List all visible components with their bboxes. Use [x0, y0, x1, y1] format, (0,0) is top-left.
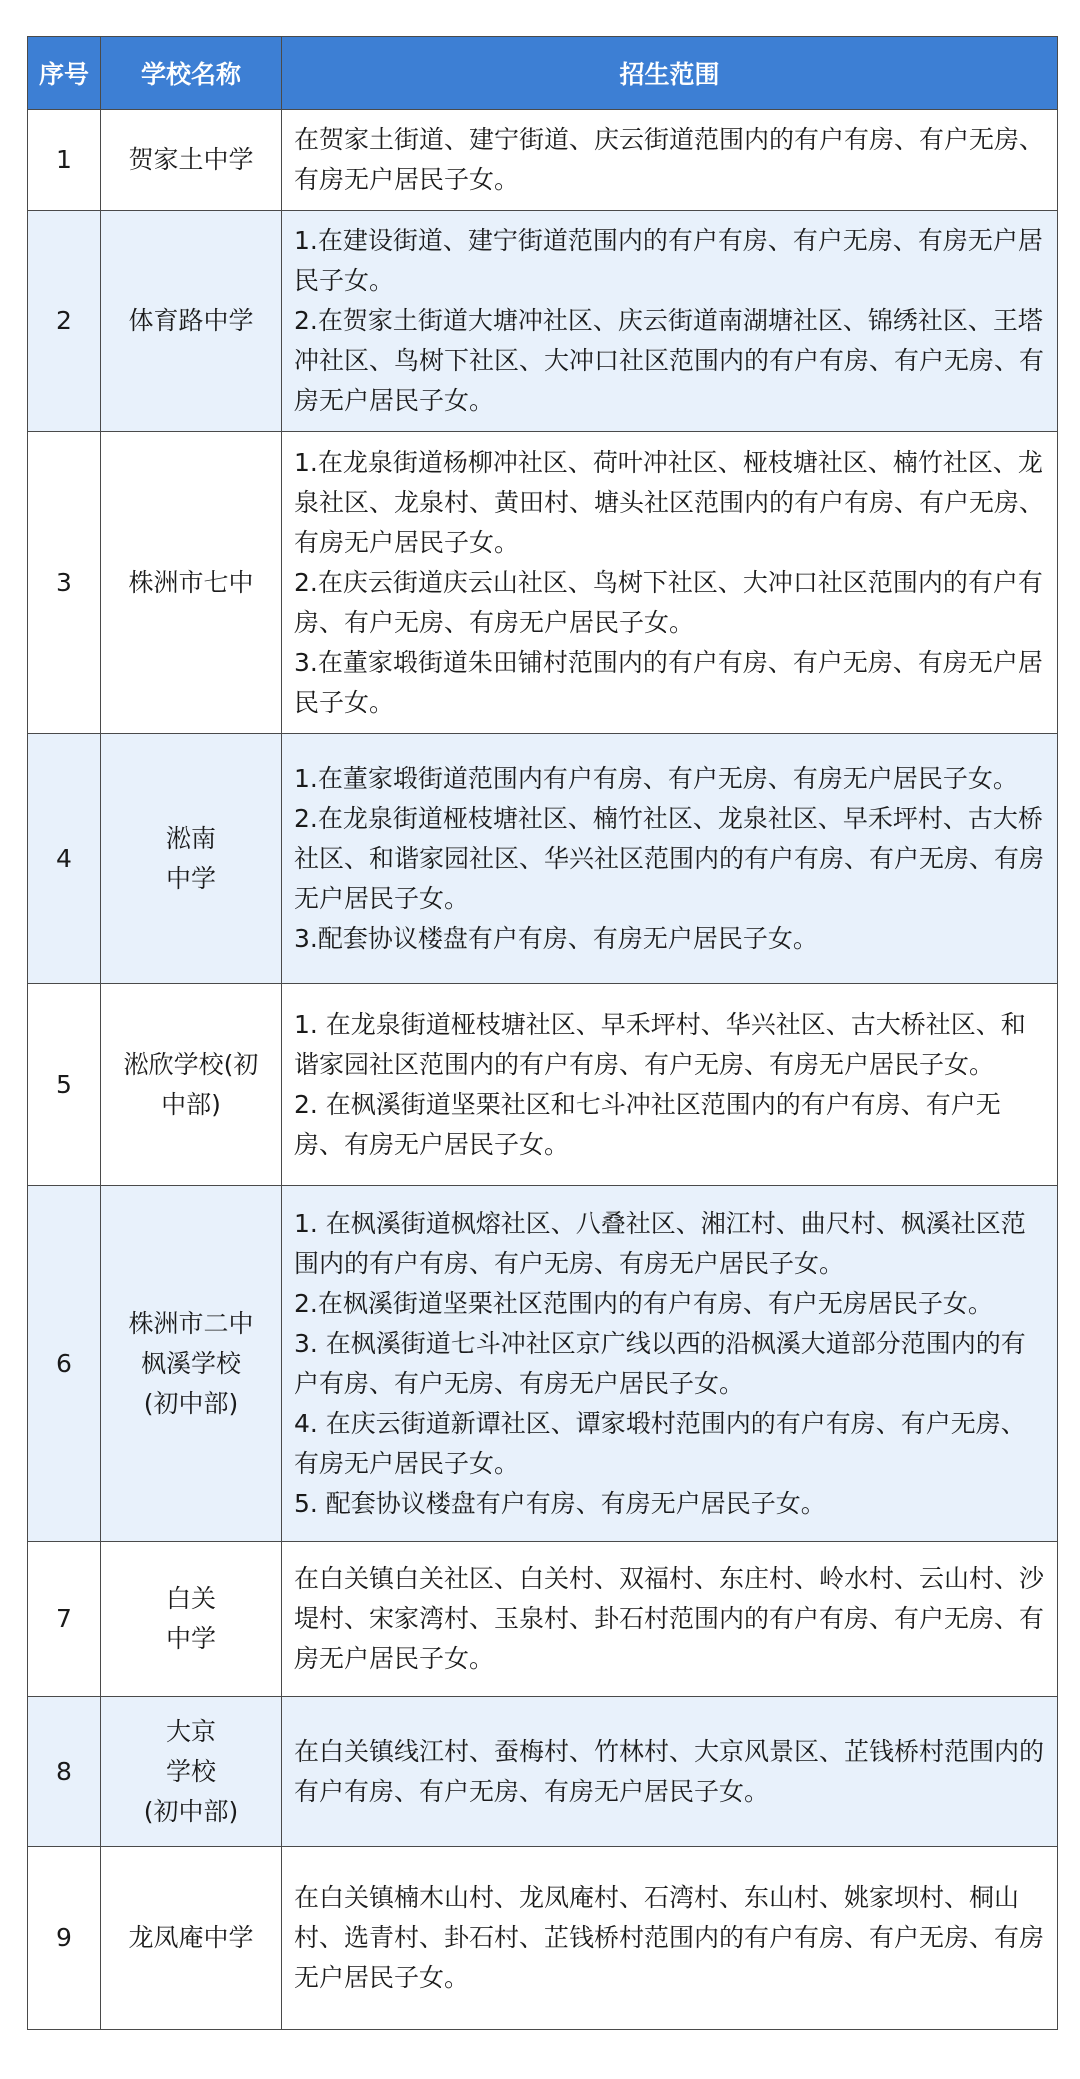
- row-number: 8: [28, 1697, 101, 1847]
- school-name-cell: [101, 734, 282, 984]
- school-name-line: 大京: [165, 1716, 216, 1746]
- row-number: 2: [28, 211, 101, 432]
- row-number: 4: [28, 734, 101, 984]
- school-name-line: (初中部): [143, 1796, 239, 1826]
- school-name-cell: [101, 1697, 282, 1847]
- school-name-line: 中部): [161, 1089, 221, 1119]
- school-name-cell: [101, 984, 282, 1186]
- scope-item: 在白关镇线江村、蚕梅村、竹林村、大京风景区、芷钱桥村范围内的有户有房、有户无房、有房无户居民子女。: [294, 1736, 1045, 1806]
- enrollment-scope-cell: [282, 1186, 1058, 1542]
- scope-item: 5. 配套协议楼盘有户有房、有房无户居民子女。: [294, 1488, 826, 1518]
- table-row: [28, 1186, 1058, 1542]
- scope-item: 1. 在枫溪街道枫熔社区、八叠社区、湘江村、曲尺村、枫溪社区范围内的有户有房、有户无房、有房无户居民子女。: [294, 1208, 1026, 1278]
- scope-item: 4. 在庆云街道新谭社区、谭家塅村范围内的有户有房、有户无房、有房无户居民子女。: [294, 1408, 1026, 1478]
- school-name-cell: [101, 211, 282, 432]
- school-name-line: 中学: [165, 1624, 216, 1653]
- school-name-line: 体育路中学: [128, 306, 254, 335]
- row-number: 5: [28, 984, 101, 1186]
- school-name-line: 淞欣学校(初: [123, 1049, 259, 1079]
- scope-item: 3. 在枫溪街道七斗冲社区京广线以西的沿枫溪大道部分范围内的有户有房、有户无房、有房无户居民子女。: [294, 1328, 1026, 1398]
- enrollment-scope-cell: [282, 211, 1058, 432]
- table-row: [28, 211, 1058, 432]
- school-name-line: 白关: [165, 1584, 216, 1613]
- table-row: [28, 432, 1058, 734]
- scope-item: 在白关镇楠木山村、龙凤庵村、石湾村、东山村、姚家坝村、桐山村、选青村、卦石村、芷钱桥村范围内的有户有房、有户无房、有房无户居民子女。: [294, 1883, 1045, 1992]
- scope-item: 1.在龙泉街道杨柳冲社区、荷叶冲社区、桠枝塘社区、楠竹社区、龙泉社区、龙泉村、黄田村、塘头社区范围内的有户有房、有户无房、有房无户居民子女。: [294, 447, 1045, 557]
- row-number: 6: [28, 1186, 101, 1542]
- table-row: [28, 1847, 1058, 2030]
- enrollment-scope-cell: [282, 110, 1058, 211]
- row-number: 3: [28, 432, 101, 734]
- scope-item: 1.在建设街道、建宁街道范围内的有户有房、有户无房、有房无户居民子女。: [294, 226, 1043, 295]
- enrollment-scope-cell: [282, 984, 1058, 1186]
- enrollment-table: [27, 36, 1058, 2030]
- enrollment-scope-cell: [282, 734, 1058, 984]
- table-row: [28, 734, 1058, 984]
- table-row: [28, 1542, 1058, 1697]
- table-header-row: [28, 37, 1058, 110]
- school-name-line: 中学: [165, 863, 216, 893]
- scope-item: 2. 在枫溪街道坚栗社区和七斗冲社区范围内的有户有房、有户无房、有房无户居民子女。: [294, 1089, 1001, 1159]
- header-school-name: 学校名称: [101, 37, 282, 110]
- scope-item: 3.配套协议楼盘有户有房、有房无户居民子女。: [294, 923, 818, 953]
- table-row: [28, 1697, 1058, 1847]
- scope-item: 3.在董家塅街道朱田铺村范围内的有户有房、有户无房、有房无户居民子女。: [294, 647, 1043, 717]
- school-name-cell: [101, 1542, 282, 1697]
- table-body: [28, 110, 1058, 2030]
- row-number: 7: [28, 1542, 101, 1697]
- row-number: 9: [28, 1847, 101, 2030]
- scope-item: 2.在枫溪街道坚栗社区范围内的有户有房、有户无房居民子女。: [294, 1288, 993, 1318]
- school-name-line: 龙凤庵中学: [128, 1923, 254, 1952]
- table-row: [28, 984, 1058, 1186]
- row-number: 1: [28, 110, 101, 211]
- school-name-line: 学校: [165, 1756, 216, 1786]
- header-enrollment-scope: 招生范围: [282, 37, 1058, 110]
- scope-item: 1. 在龙泉街道桠枝塘社区、早禾坪村、华兴社区、古大桥社区、和谐家园社区范围内的有户有房、有户无房、有房无户居民子女。: [294, 1009, 1026, 1079]
- table-row: [28, 110, 1058, 211]
- school-name-line: 贺家土中学: [128, 145, 254, 174]
- school-name-cell: [101, 1186, 282, 1542]
- enrollment-scope-cell: [282, 1542, 1058, 1697]
- enrollment-scope-cell: [282, 432, 1058, 734]
- scope-item: 2.在贺家土街道大塘冲社区、庆云街道南湖塘社区、锦绣社区、王塔冲社区、鸟树下社区、大冲口社区范围内的有户有房、有户无房、有房无户居民子女。: [294, 306, 1045, 415]
- school-name-cell: [101, 432, 282, 734]
- school-name-line: 枫溪学校: [140, 1348, 241, 1378]
- school-name-cell: [101, 110, 282, 211]
- scope-item: 在贺家土街道、建宁街道、庆云街道范围内的有户有房、有户无房、有房无户居民子女。: [294, 125, 1045, 194]
- enrollment-scope-cell: [282, 1697, 1058, 1847]
- scope-item: 2.在龙泉街道桠枝塘社区、楠竹社区、龙泉社区、早禾坪村、古大桥社区、和谐家园社区、华兴社区范围内的有户有房、有户无房、有房无户居民子女。: [294, 803, 1045, 913]
- school-name-cell: [101, 1847, 282, 2030]
- school-name-line: 淞南: [165, 823, 216, 853]
- school-name-line: 株洲市七中: [128, 567, 254, 597]
- school-name-line: (初中部): [143, 1388, 239, 1418]
- scope-item: 在白关镇白关社区、白关村、双福村、东庄村、岭水村、云山村、沙堤村、宋家湾村、玉泉村、卦石村范围内的有户有房、有户无房、有房无户居民子女。: [294, 1564, 1045, 1673]
- scope-item: 1.在董家塅街道范围内有户有房、有户无房、有房无户居民子女。: [294, 763, 1018, 793]
- scope-item: 2.在庆云街道庆云山社区、鸟树下社区、大冲口社区范围内的有户有房、有户无房、有房无户居民子女。: [294, 567, 1043, 637]
- enrollment-scope-cell: [282, 1847, 1058, 2030]
- header-number: 序号: [28, 37, 101, 110]
- school-name-line: 株洲市二中: [128, 1308, 254, 1338]
